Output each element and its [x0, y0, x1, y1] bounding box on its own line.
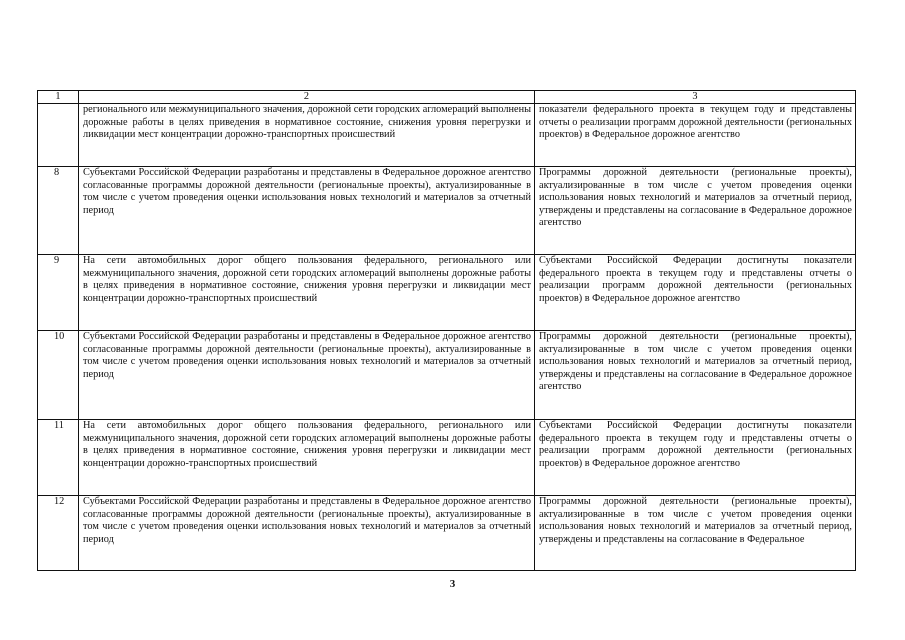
event-description: Субъектами Российской Федерации разработаны и представлены в Федеральное дорожное агентство согласованные программы дорожной деятельности (региональные проекты), актуализированные в том числе с учетом проведения оценки использования новых технологий и материалов за отчетный период: [79, 167, 535, 255]
table-row: [38, 420, 856, 496]
result-description: Субъектами Российской Федерации достигнуты показатели федерального проекта в текущем году и представлены отчеты о реализации программ дорожной деятельности (региональных проектов) в Федеральное дорожное агентство: [535, 255, 856, 331]
event-description: На сети автомобильных дорог общего пользования федерального, регионального или межмуниципального значения, дорожной сети городских агломераций выполнены дорожные работы в целях приведения в нормативное состояние, снижения уровня перегрузки и ликвидации мест концентрации дорожно-транспортных происшествий: [79, 420, 535, 496]
table-row: [38, 104, 856, 167]
result-description: Программы дорожной деятельности (региональные проекты), актуализированные в том числе с учетом проведения оценки использования новых технологий и материалов за отчетный период, утверждены и представлены на согласование в Федеральное дорожное агентство: [535, 331, 856, 420]
row-number: 11: [38, 420, 79, 496]
result-description: Программы дорожной деятельности (региональные проекты), актуализированные в том числе с учетом проведения оценки использования новых технологий и материалов за отчетный период, утверждены и представлены на согласование в Федеральное дорожное агентство: [535, 167, 856, 255]
event-description: Субъектами Российской Федерации разработаны и представлены в Федеральное дорожное агентство согласованные программы дорожной деятельности (региональные проекты), актуализированные в том числе с учетом проведения оценки использования новых технологий и материалов за отчетный период: [79, 331, 535, 420]
event-description: На сети автомобильных дорог общего пользования федерального, регионального или межмуниципального значения, дорожной сети городских агломераций выполнены дорожные работы в целях приведения в нормативное состояние, снижения уровня перегрузки и ликвидации мест концентрации дорожно-транспортных происшествий: [79, 255, 535, 331]
row-number: 9: [38, 255, 79, 331]
table-row: [38, 331, 856, 420]
header-cell-2: 2: [79, 91, 535, 104]
table-header-row: [38, 91, 856, 104]
row-number: 8: [38, 167, 79, 255]
table-row: [38, 255, 856, 331]
result-description: Субъектами Российской Федерации достигнуты показатели федерального проекта в текущем году и представлены отчеты о реализации программ дорожной деятельности (региональных проектов) в Федеральное дорожное агентство: [535, 420, 856, 496]
page-number: 3: [449, 578, 456, 590]
row-number: 12: [38, 496, 79, 571]
event-description: регионального или межмуниципального значения, дорожной сети городских агломераций выполнены дорожные работы в целях приведения в нормативное состояние, снижения уровня перегрузки и ликвидации мест концентрации дорожно-транспортных происшествий: [79, 104, 535, 167]
table-row: [38, 167, 856, 255]
header-cell-3: 3: [535, 91, 856, 104]
event-description: Субъектами Российской Федерации разработаны и представлены в Федеральное дорожное агентство согласованные программы дорожной деятельности (региональные проекты), актуализированные в том числе с учетом проведения оценки использования новых технологий и материалов за отчетный период: [79, 496, 535, 571]
row-number: 10: [38, 331, 79, 420]
roadmap-table: [37, 90, 856, 571]
result-description: Программы дорожной деятельности (региональные проекты), актуализированные в том числе с учетом проведения оценки использования новых технологий и материалов за отчетный период, утверждены и представлены на согласование в Федеральное: [535, 496, 856, 571]
row-number: [38, 104, 79, 167]
result-description: показатели федерального проекта в текущем году и представлены отчеты о реализации программ дорожной деятельности (региональных проектов) в Федеральное дорожное агентство: [535, 104, 856, 167]
header-cell-1: 1: [38, 91, 79, 104]
table-row: [38, 496, 856, 571]
